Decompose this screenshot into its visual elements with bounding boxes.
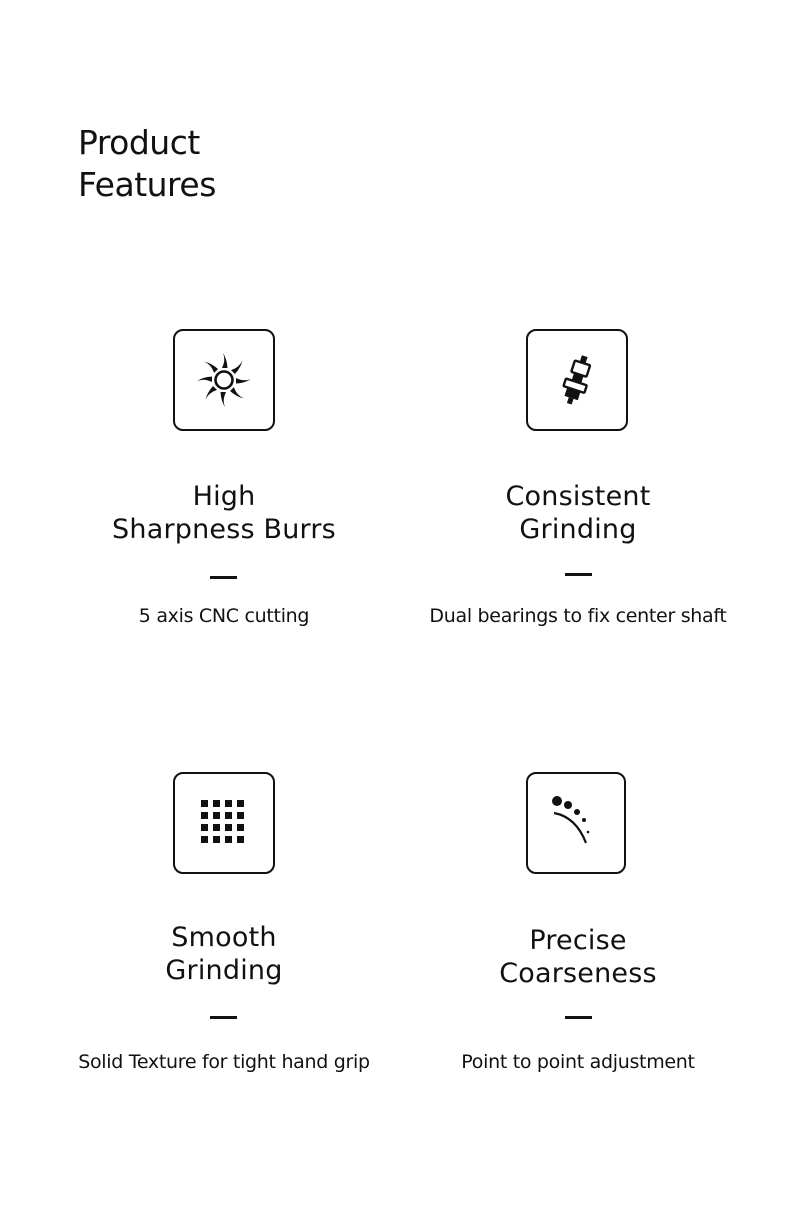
feature-title-line2: Coarseness	[499, 958, 657, 989]
feature-title	[44, 921, 404, 987]
feature-icon-box	[526, 772, 626, 874]
feature-title-line1: Smooth	[171, 922, 277, 953]
divider-dash	[565, 1016, 592, 1019]
feature-description: 5 axis CNC cutting	[138, 605, 310, 627]
feature-title-line2: Sharpness Burrs	[112, 514, 336, 545]
divider-dash	[210, 1016, 237, 1019]
feature-icon-box	[173, 772, 275, 874]
feature-precise-coarseness	[398, 0, 758, 1227]
feature-title-line2: Grinding	[519, 514, 637, 545]
feature-description: Point to point adjustment	[461, 1051, 695, 1073]
feature-title-line1: Precise	[529, 925, 627, 956]
page-title-line2: Features	[78, 165, 216, 205]
feature-title-line2: Grinding	[165, 955, 283, 986]
page-title-line1: Product	[78, 123, 200, 163]
feature-description: Solid Texture for tight hand grip	[78, 1051, 370, 1073]
dot-grid-icon	[194, 793, 254, 853]
feature-description: Dual bearings to fix center shaft	[429, 605, 727, 627]
feature-smooth-grinding	[44, 0, 404, 1227]
feature-title-line1: High	[192, 481, 256, 512]
feature-title	[398, 924, 758, 990]
coarseness-dots-icon	[546, 793, 606, 853]
feature-title-line1: Consistent	[505, 481, 651, 512]
